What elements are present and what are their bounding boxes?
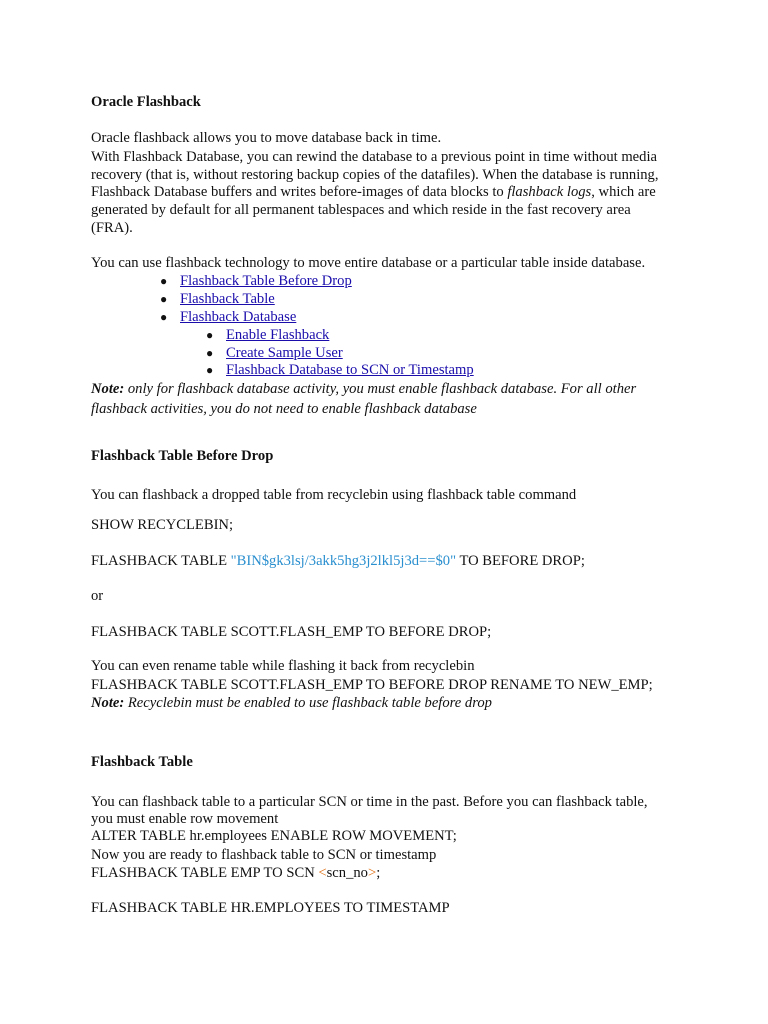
section-heading-flashback-table-before-drop: Flashback Table Before Drop [91,448,274,464]
section-text: You can even rename table while flashing it back from recyclebin [91,658,475,674]
toc-item [160,308,297,326]
section-description: you must enable row movement [91,811,279,827]
toc-item [160,272,352,290]
bullet-icon: ● [206,363,214,377]
page-title: Oracle Flashback [91,94,201,110]
code-line: FLASHBACK TABLE SCOTT.FLASH_EMP TO BEFORE DROP RENAME TO NEW_EMP; [91,677,653,693]
toc-subitem [206,344,343,362]
toc-item [160,290,275,308]
toc-link-enable-flashback[interactable]: Enable Flashback [226,327,330,343]
code-line: FLASHBACK TABLE HR.EMPLOYEES TO TIMESTAMP [91,900,450,916]
bullet-icon: ● [206,346,214,360]
toc-subitem [206,326,330,344]
intro-paragraph-line: recovery (that is, without restoring backup copies of the datafiles). When the database is running, [91,167,659,183]
bullet-icon: ● [206,328,214,342]
intro-paragraph-line: (FRA). [91,220,133,236]
note-recyclebin: Note: Recyclebin must be enabled to use flashback table before drop [91,695,492,711]
toc-link-create-sample-user[interactable]: Create Sample User [226,345,343,361]
section-description: You can flashback table to a particular SCN or time in the past. Before you can flashback table, [91,794,648,810]
toc-link-flashback-table-before-drop[interactable]: Flashback Table Before Drop [180,273,352,289]
note-flashback-database-cont: flashback activities, you do not need to enable flashback database [91,401,477,417]
toc-subitem [206,361,474,379]
toc-link-flashback-database[interactable]: Flashback Database [180,309,297,325]
section-description: You can flashback a dropped table from recyclebin using flashback table command [91,487,577,503]
intro-paragraph-line: generated by default for all permanent tablespaces and which reside in the fast recovery area [91,202,631,218]
note-flashback-database: Note: only for flashback database activity, you must enable flashback database. For all other [91,381,637,397]
or-separator: or [91,588,104,604]
code-line: ALTER TABLE hr.employees ENABLE ROW MOVEMENT; [91,828,457,844]
code-line: FLASHBACK TABLE SCOTT.FLASH_EMP TO BEFORE DROP; [91,624,492,640]
intro-usage-line: You can use flashback technology to move entire database or a particular table inside database. [91,255,646,271]
code-line: SHOW RECYCLEBIN; [91,517,234,533]
section-text: Now you are ready to flashback table to SCN or timestamp [91,847,437,863]
bullet-icon: ● [160,292,168,306]
code-line: FLASHBACK TABLE EMP TO SCN <scn_no>; [91,865,381,881]
bullet-icon: ● [160,274,168,288]
code-line: FLASHBACK TABLE "BIN$gk3lsj/3akk5hg3j2lkl5j3d==$0" TO BEFORE DROP; [91,553,585,569]
intro-line: Oracle flashback allows you to move database back in time. [91,130,442,146]
intro-paragraph-line: With Flashback Database, you can rewind the database to a previous point in time without media [91,149,657,165]
recyclebin-object-name: "BIN$gk3lsj/3akk5hg3j2lkl5j3d==$0" [230,553,457,569]
bullet-icon: ● [160,310,168,324]
toc-link-flashback-database-scn-timestamp[interactable]: Flashback Database to SCN or Timestamp [226,362,474,378]
section-heading-flashback-table: Flashback Table [91,754,193,770]
intro-paragraph-line: Flashback Database buffers and writes before-images of data blocks to flashback logs, which are [91,184,656,200]
flashback-logs-term: flashback logs [507,184,592,200]
toc-link-flashback-table[interactable]: Flashback Table [180,291,275,307]
